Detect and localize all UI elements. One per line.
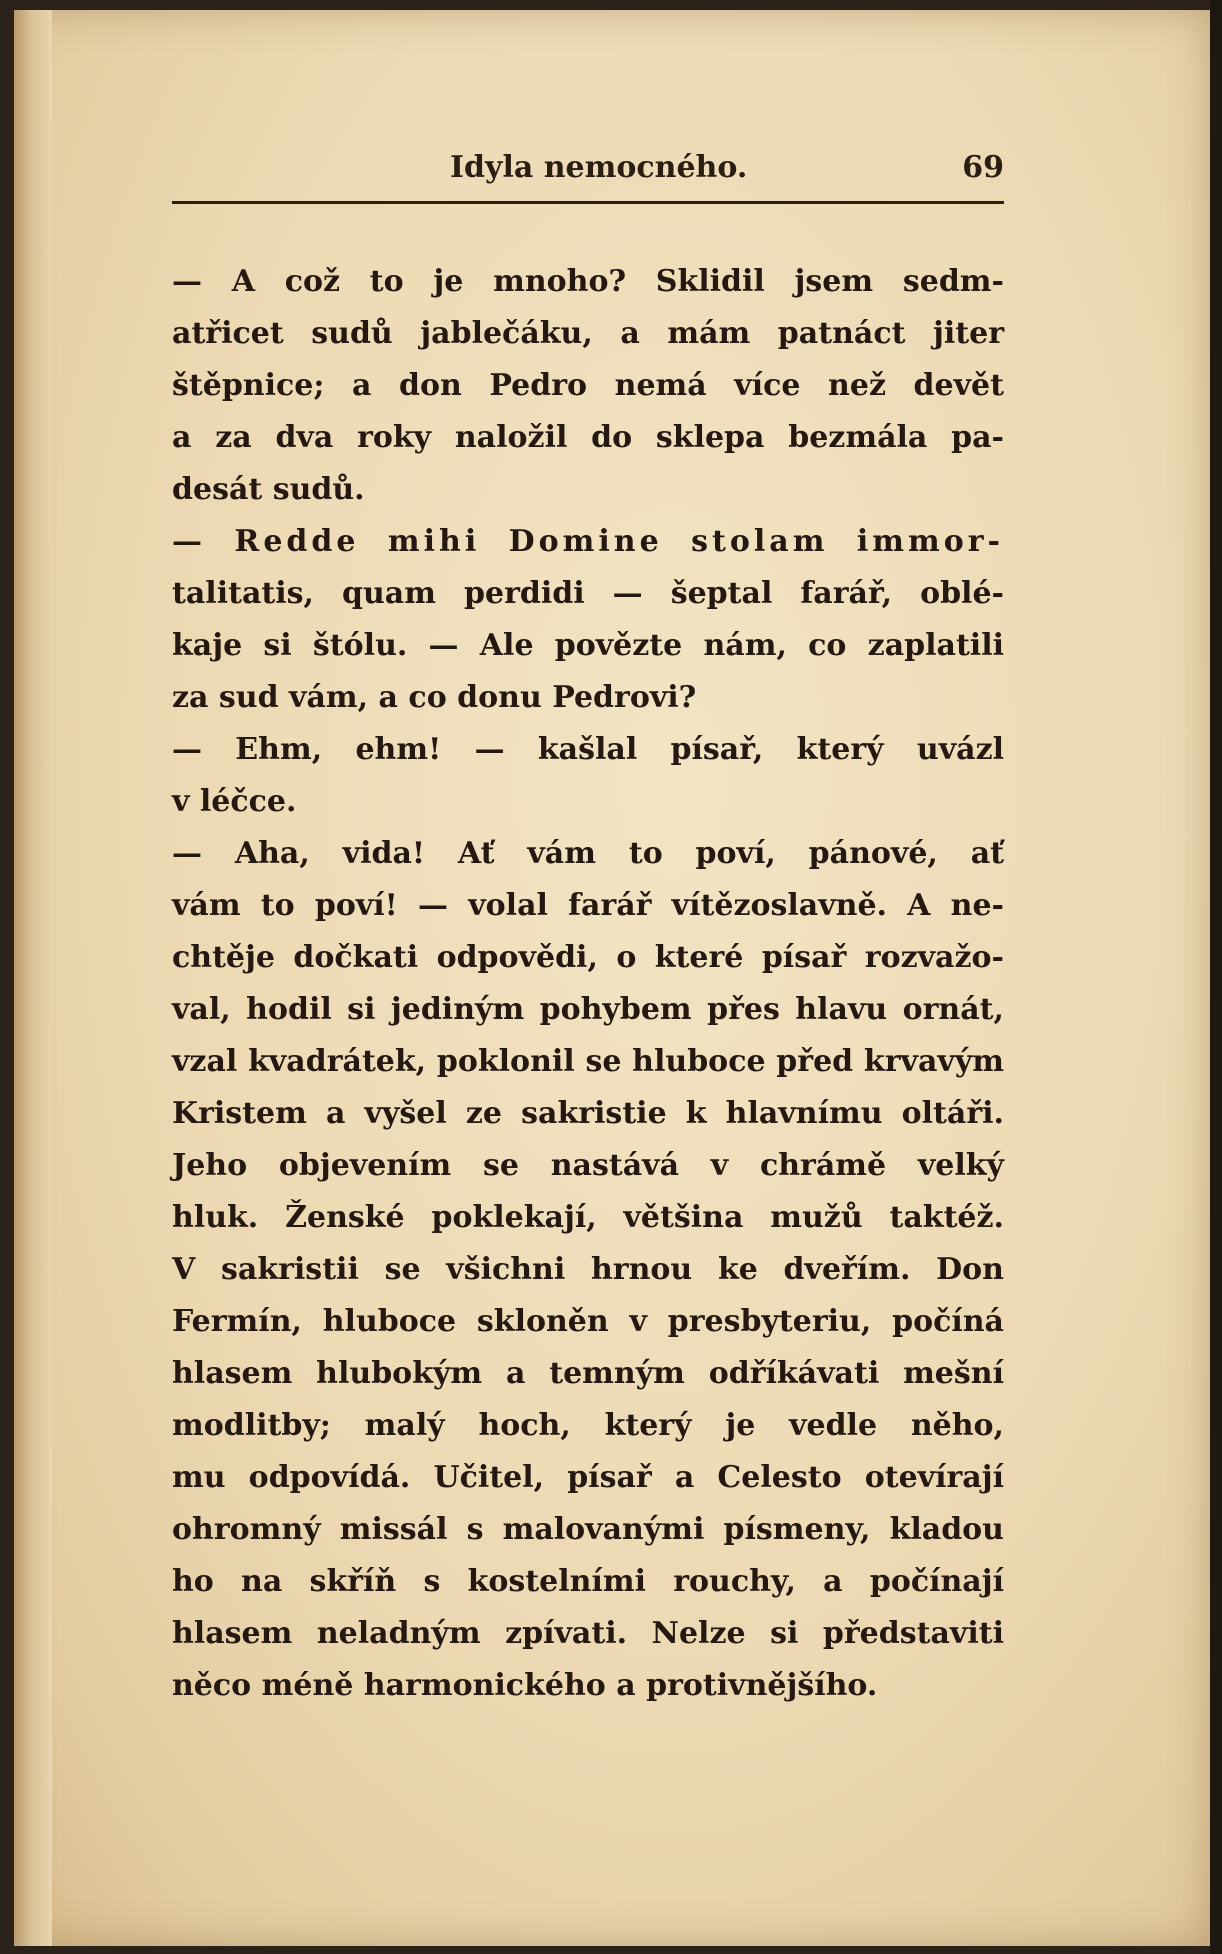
- text-line: hlasem neladným zpívati. Nelze si představiti: [172, 1616, 1004, 1651]
- page-header: [172, 150, 1004, 194]
- text-line: v léčce.: [172, 784, 297, 819]
- text-line: desát sudů.: [172, 472, 365, 507]
- text-line: štěpnice; a don Pedro nemá více než devět: [172, 368, 1004, 403]
- text-line: vám to poví! — volal farář vítězoslavně. A ne-: [172, 888, 1004, 923]
- header-rule: [172, 201, 1004, 204]
- running-title: Idyla nemocného.: [450, 150, 748, 185]
- text-line: ohromný missál s malovanými písmeny, kladou: [172, 1512, 1004, 1547]
- text-line: kaje si štólu. — Ale povězte nám, co zaplatili: [172, 628, 1004, 663]
- text-line: — Aha, vida! Ať vám to poví, pánové, ať: [172, 836, 1004, 871]
- text-line: ho na skříň s kostelními rouchy, a počínají: [172, 1564, 1004, 1599]
- text-line: vzal kvadrátek, poklonil se hluboce před krvavým: [172, 1044, 1004, 1079]
- text-line: talitatis, quam perdidi — šeptal farář, oblé-: [172, 576, 1004, 611]
- text-line: Fermín, hluboce skloněn v presbyteriu, počíná: [172, 1304, 1004, 1339]
- text-line: hlasem hlubokým a temným odříkávati mešní: [172, 1356, 1004, 1391]
- text-line: a za dva roky naložil do sklepa bezmála pa-: [172, 420, 1004, 455]
- text-line: něco méně harmonického a protivnějšího.: [172, 1668, 878, 1703]
- text-line: za sud vám, a co donu Pedrovi?: [172, 680, 697, 715]
- text-line: val, hodil si jediným pohybem přes hlavu ornát,: [172, 992, 1004, 1027]
- text-line: Kristem a vyšel ze sakristie k hlavnímu oltáři.: [172, 1096, 1004, 1131]
- text-line: atřicet sudů jablečáku, a mám patnáct jiter: [172, 316, 1004, 351]
- text-line: — Ehm, ehm! — kašlal písař, který uvázl: [172, 732, 1004, 767]
- scan-right-edge: [1210, 0, 1222, 1954]
- page-body: [172, 256, 1004, 1712]
- text-line: hluk. Ženské poklekají, většina mužů taktéž.: [172, 1200, 1004, 1235]
- text-line: Jeho objevením se nastává v chrámě velký: [172, 1148, 1004, 1183]
- text-line: V sakristii se všichni hrnou ke dveřím. Don: [172, 1252, 1004, 1287]
- text-line: — A což to je mnoho? Sklidil jsem sedm-: [172, 264, 1004, 299]
- text-line: — Redde mihi Domine stolam immor-: [172, 524, 1004, 559]
- text-line: chtěje dočkati odpovědi, o které písař rozvažo-: [172, 940, 1004, 975]
- page-number: 69: [962, 150, 1004, 185]
- text-line: mu odpovídá. Učitel, písař a Celesto otevírají: [172, 1460, 1004, 1495]
- text-line: modlitby; malý hoch, který je vedle něho,: [172, 1408, 1004, 1443]
- page-binding-edge: [14, 10, 52, 1946]
